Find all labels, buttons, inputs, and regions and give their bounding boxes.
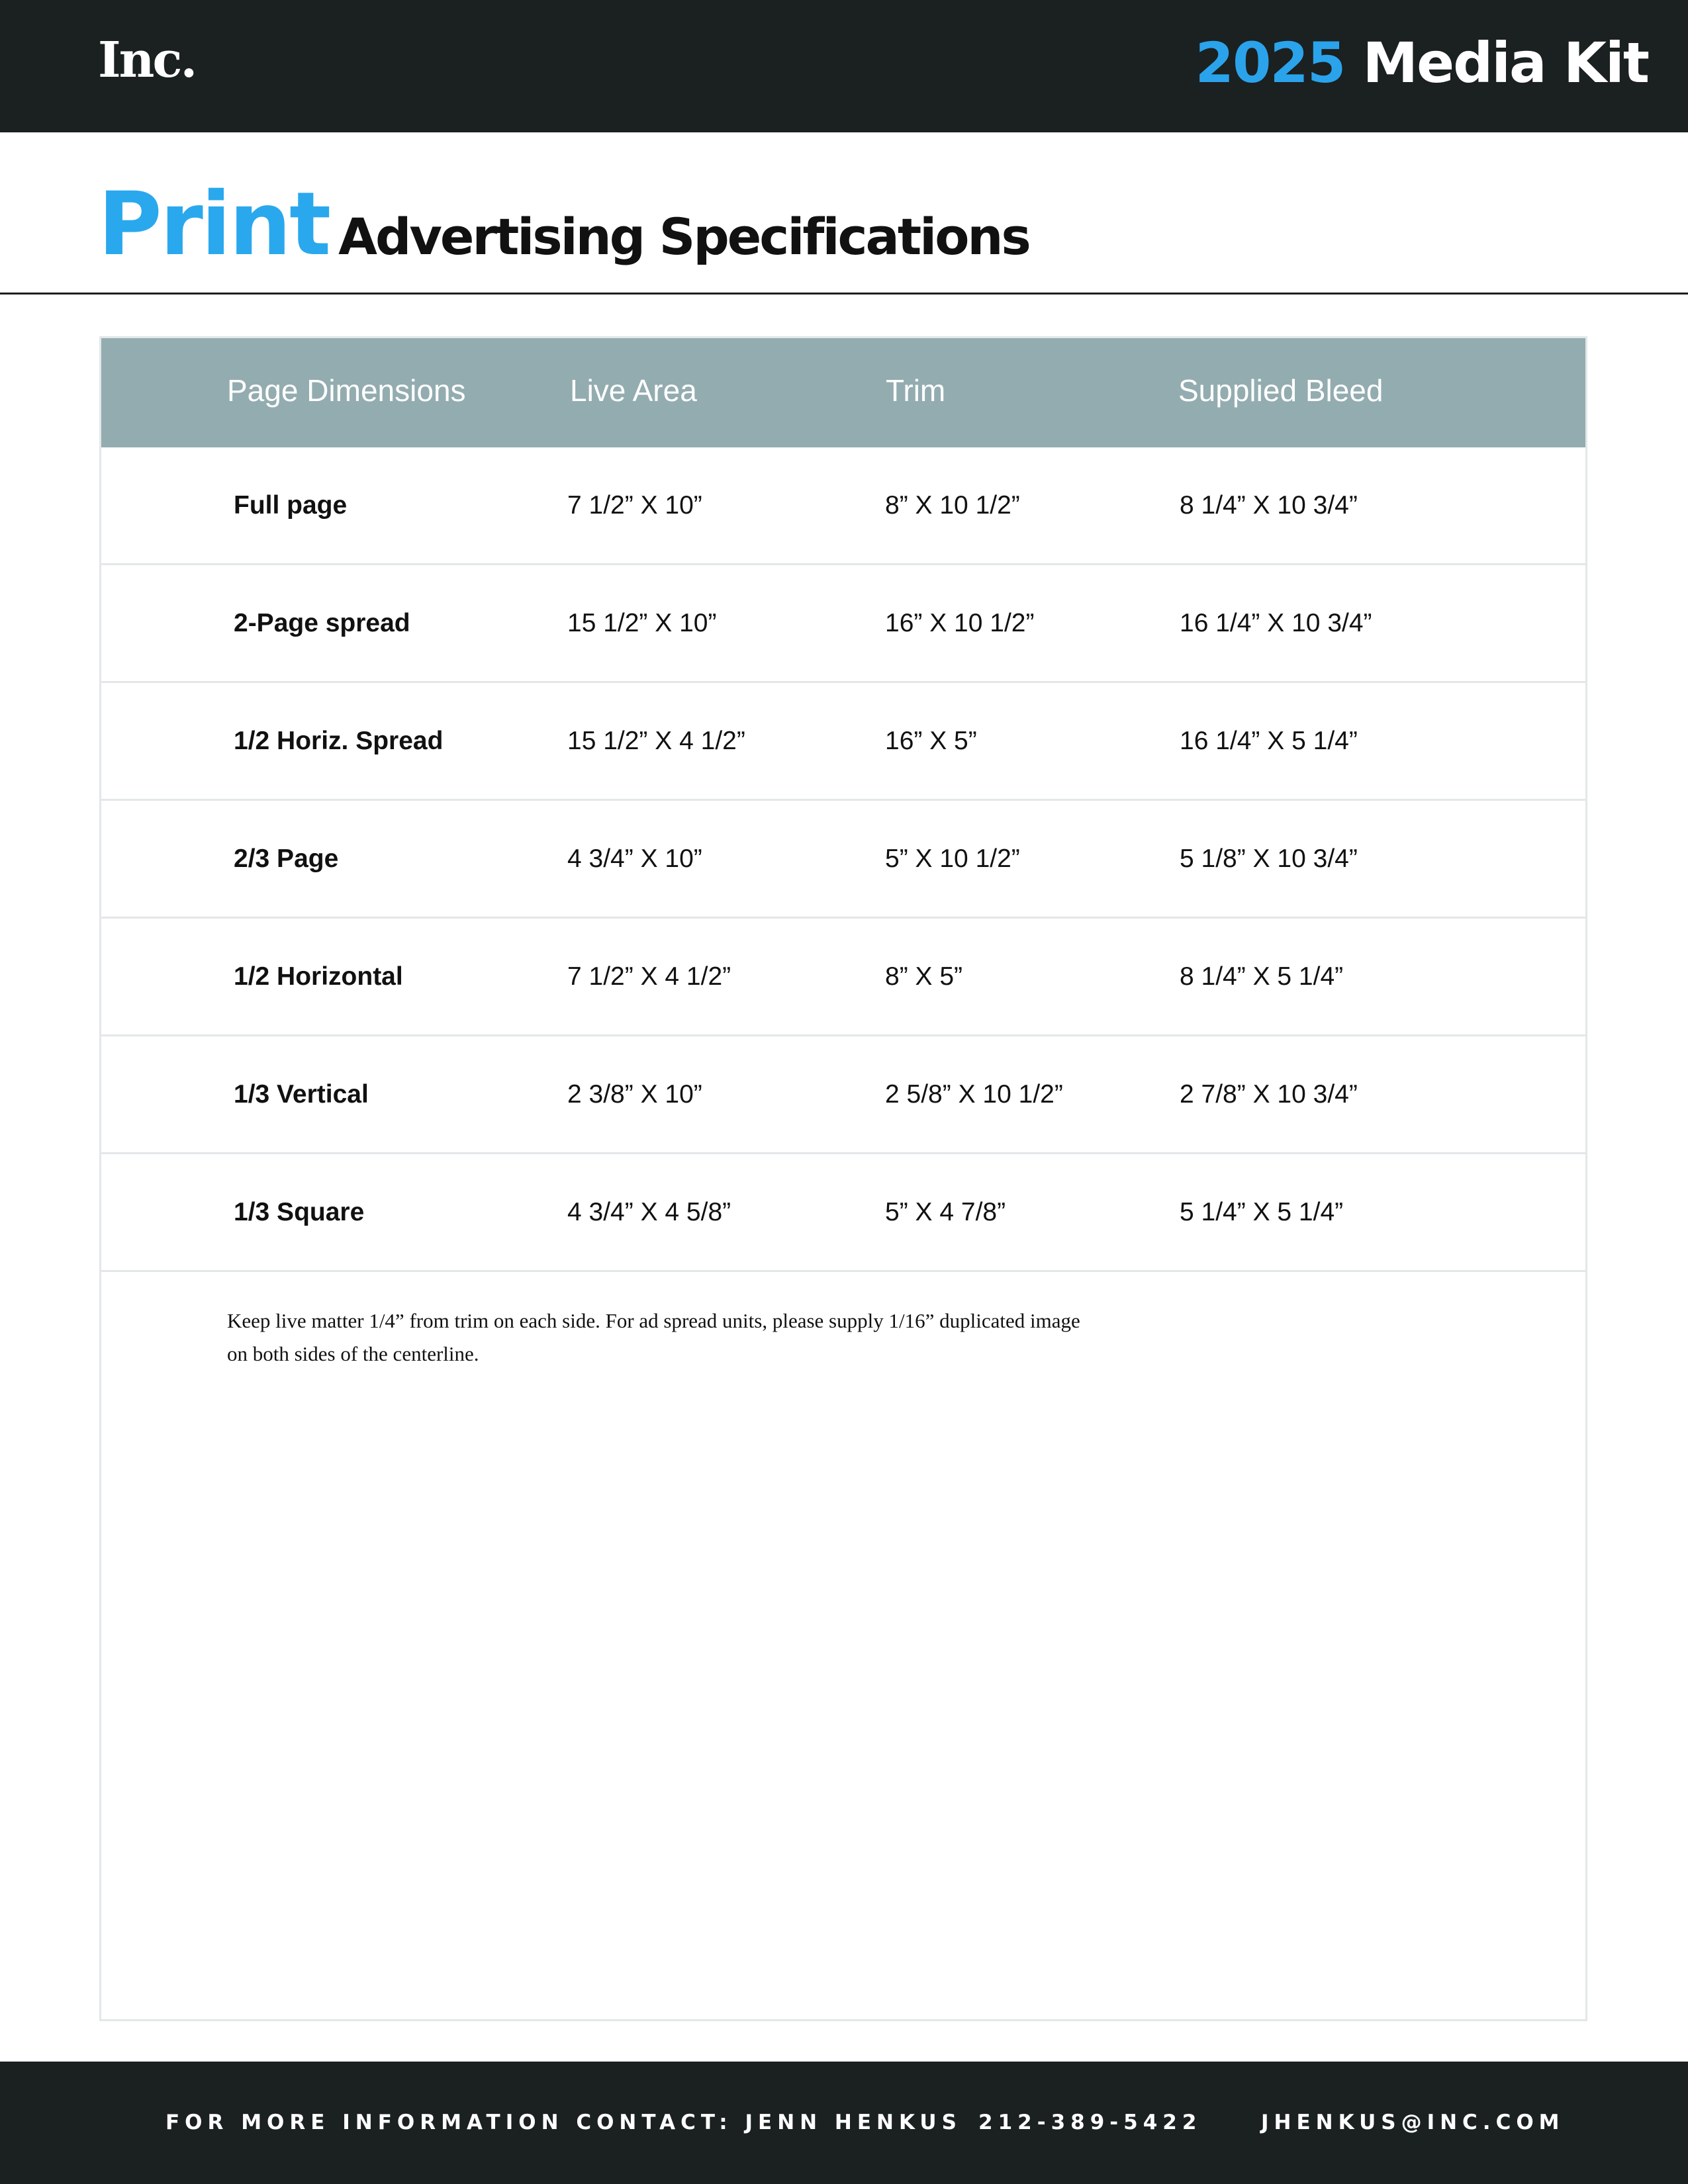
- cell-supplied-bleed: 8 1/4” X 5 1/4”: [1180, 962, 1344, 991]
- media-kit-title: [1196, 30, 1649, 95]
- cell-page-dimensions: Full page: [234, 491, 348, 520]
- page-title-accent: Print: [98, 173, 330, 275]
- page-title-text: Advertising Specifications: [338, 207, 1029, 266]
- cell-page-dimensions: 1/3 Square: [234, 1198, 365, 1226]
- column-header-page-dimensions: Page Dimensions: [227, 373, 466, 408]
- table-row: [101, 1036, 1585, 1154]
- cell-trim: 2 5/8” X 10 1/2”: [885, 1080, 1063, 1109]
- cell-page-dimensions: 1/2 Horiz. Spread: [234, 727, 444, 755]
- cell-page-dimensions: 2/3 Page: [234, 844, 339, 873]
- footer-bar: [0, 2062, 1688, 2184]
- cell-supplied-bleed: 5 1/4” X 5 1/4”: [1180, 1198, 1344, 1226]
- cell-page-dimensions: 1/2 Horizontal: [234, 962, 403, 991]
- table-row: [101, 447, 1585, 565]
- cell-live-area: 7 1/2” X 10”: [567, 491, 702, 520]
- page-title: [98, 173, 1029, 275]
- top-bar: [0, 0, 1688, 132]
- cell-live-area: 7 1/2” X 4 1/2”: [567, 962, 731, 991]
- cell-trim: 8” X 10 1/2”: [885, 491, 1020, 520]
- cell-supplied-bleed: 16 1/4” X 5 1/4”: [1180, 727, 1358, 755]
- table-row: [101, 801, 1585, 919]
- cell-live-area: 15 1/2” X 4 1/2”: [567, 727, 745, 755]
- footer-email: JHENKUS@INC.COM: [1261, 2111, 1565, 2134]
- cell-live-area: 2 3/8” X 10”: [567, 1080, 702, 1109]
- cell-trim: 8” X 5”: [885, 962, 963, 991]
- kit-label: Media Kit: [1362, 30, 1648, 95]
- table-row: [101, 683, 1585, 801]
- cell-supplied-bleed: 16 1/4” X 10 3/4”: [1180, 609, 1372, 637]
- table-row: [101, 1154, 1585, 1272]
- inc-logo: Inc.: [98, 32, 196, 89]
- column-header-supplied-bleed: Supplied Bleed: [1178, 373, 1383, 408]
- cell-page-dimensions: 1/3 Vertical: [234, 1080, 369, 1109]
- title-divider: [0, 293, 1688, 295]
- cell-supplied-bleed: 2 7/8” X 10 3/4”: [1180, 1080, 1358, 1109]
- cell-trim: 5” X 10 1/2”: [885, 844, 1020, 873]
- cell-live-area: 15 1/2” X 10”: [567, 609, 717, 637]
- cell-supplied-bleed: 5 1/8” X 10 3/4”: [1180, 844, 1358, 873]
- table-header: [101, 338, 1585, 447]
- spec-table-panel: [99, 336, 1587, 2021]
- column-header-trim: Trim: [886, 373, 946, 408]
- footer-phone: 212-389-5422: [978, 2111, 1202, 2134]
- column-header-live-area: Live Area: [570, 373, 697, 408]
- spec-note: Keep live matter 1/4” from trim on each side. For ad spread units, please supply 1/16” duplicated image on both sides of the centerline.: [227, 1309, 1080, 1365]
- table-row: [101, 919, 1585, 1036]
- cell-live-area: 4 3/4” X 4 5/8”: [567, 1198, 731, 1226]
- cell-trim: 16” X 5”: [885, 727, 977, 755]
- cell-page-dimensions: 2-Page spread: [234, 609, 410, 637]
- cell-live-area: 4 3/4” X 10”: [567, 844, 702, 873]
- footer-contact: FOR MORE INFORMATION CONTACT: JENN HENKUS: [165, 2111, 962, 2134]
- cell-trim: 5” X 4 7/8”: [885, 1198, 1006, 1226]
- kit-year: 2025: [1195, 30, 1345, 95]
- cell-trim: 16” X 10 1/2”: [885, 609, 1035, 637]
- cell-supplied-bleed: 8 1/4” X 10 3/4”: [1180, 491, 1358, 520]
- table-row: [101, 565, 1585, 683]
